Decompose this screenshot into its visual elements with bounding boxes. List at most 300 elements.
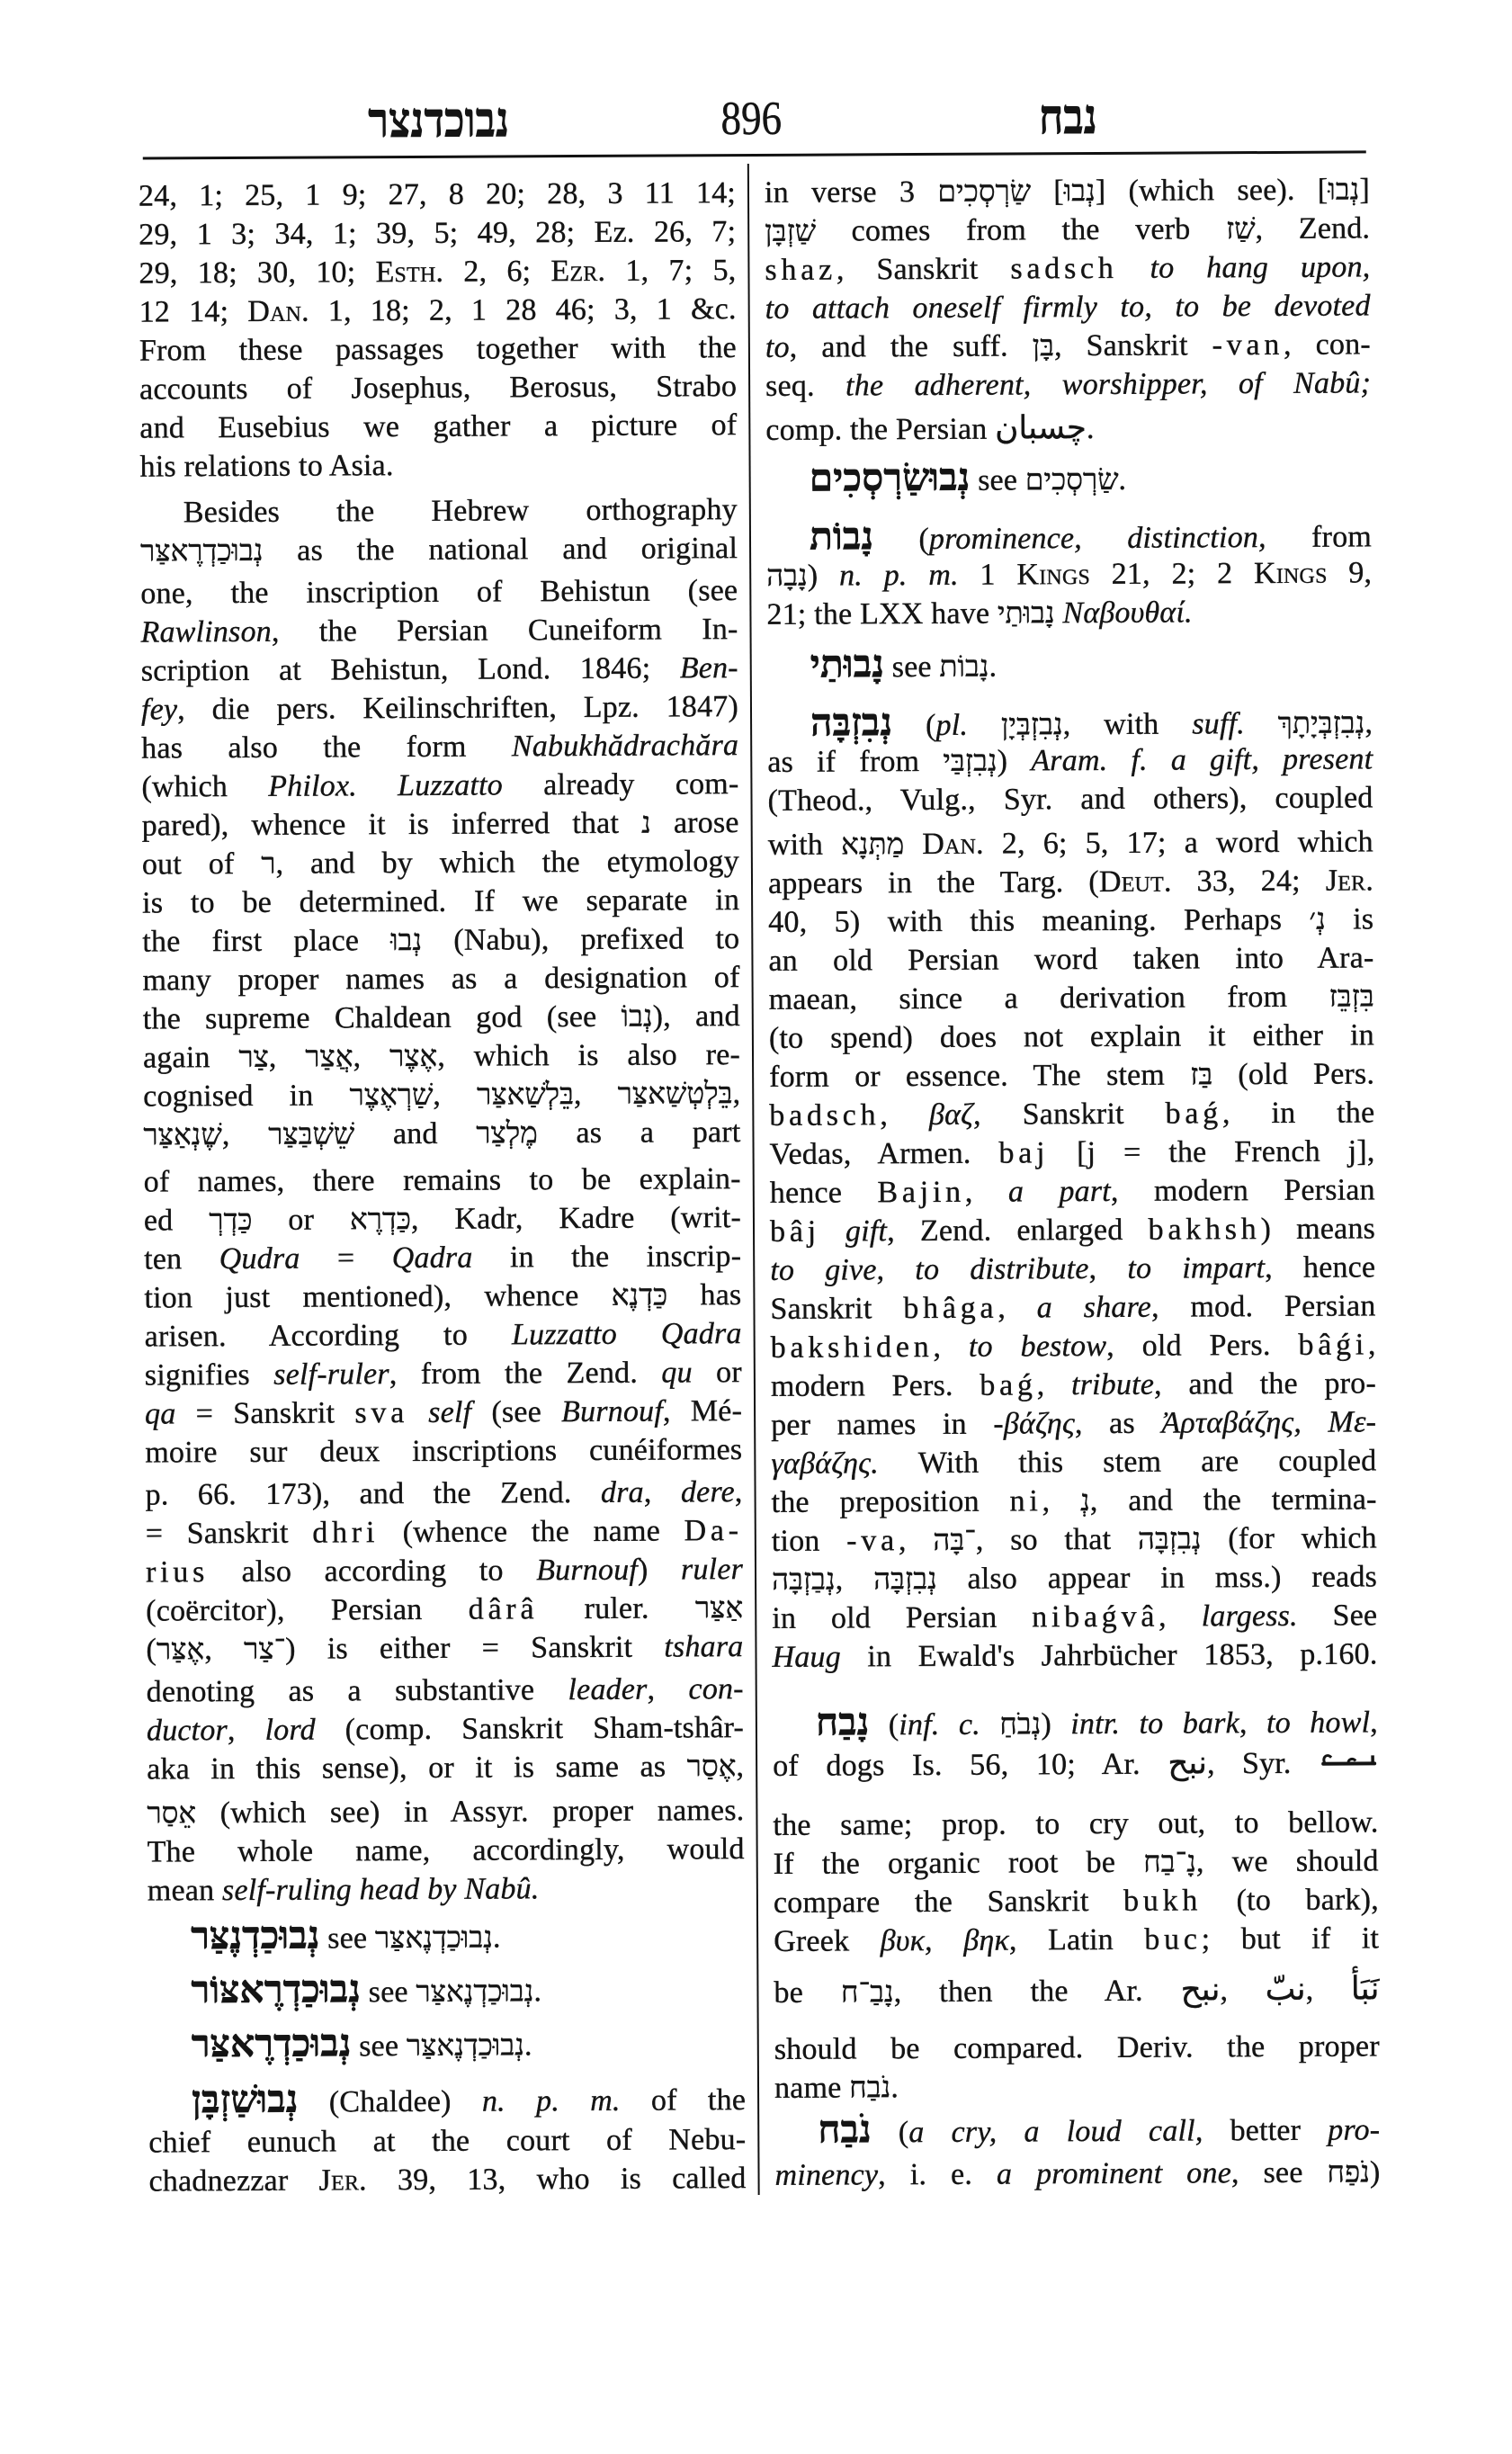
- italic-text: Rawlinson: [140, 614, 273, 649]
- text-run: aka in this sense), or it is same as: [147, 1750, 687, 1787]
- italic-text: self-ruling head by Nabû.: [221, 1872, 540, 1908]
- text-run: Besides the Hebrew orthography: [183, 493, 738, 530]
- italic-text: Burnouf: [561, 1394, 664, 1429]
- italic-text: tshara: [664, 1630, 744, 1664]
- text-run: , old Pers.: [1106, 1328, 1299, 1363]
- text-line: [142, 803, 739, 845]
- text-line: [771, 1402, 1376, 1445]
- text-run: also according to: [208, 1554, 537, 1590]
- small-caps-reference: Jer.: [318, 2163, 367, 2198]
- text-line: [774, 1969, 1379, 2011]
- text-run: ,: [1364, 706, 1373, 740]
- text-line: [141, 726, 738, 767]
- small-caps-reference: Jer.: [1325, 864, 1374, 898]
- text-run: see: [351, 2029, 407, 2064]
- text-run: , and the pro-: [1153, 1366, 1377, 1402]
- text-run: (whence the name: [379, 1514, 684, 1550]
- text-run: ; but if it: [1201, 1921, 1380, 1957]
- text-run: .: [523, 2029, 532, 2063]
- text-run: his relations to Asia.: [139, 449, 394, 484]
- text-run: p. 66. 173), and the Zend.: [145, 1475, 602, 1512]
- hebrew-word: ־צַר: [243, 1633, 286, 1666]
- hebrew-headword: נֹבַח: [818, 2109, 872, 2152]
- text-run: .: [989, 649, 998, 684]
- text-line: [144, 1198, 741, 1240]
- text-run: , and the termina-: [1089, 1482, 1377, 1518]
- hebrew-word: כַּדְרְ: [209, 1204, 253, 1238]
- text-line: [139, 290, 737, 331]
- italic-text: qa: [144, 1397, 176, 1431]
- text-run: , the Persian Cuneiform In-: [271, 613, 738, 649]
- text-run: , Sanskrit: [972, 1097, 1166, 1132]
- spaced-transliteration: bhâga: [903, 1291, 998, 1326]
- text-run: is to be determined. If we separate in: [142, 883, 740, 920]
- text-line: [145, 1473, 742, 1514]
- text-run: ,: [573, 1077, 618, 1112]
- text-run: , and by which the etymology: [275, 845, 739, 881]
- text-line: [765, 247, 1370, 290]
- italic-text: dere: [680, 1475, 735, 1509]
- text-line: [774, 2065, 1380, 2108]
- spaced-transliteration: -va: [846, 1524, 899, 1558]
- text-run: (which see) in Assyr. proper names.: [196, 1794, 745, 1831]
- text-run: .: [533, 1975, 542, 2009]
- text-line: [768, 900, 1373, 942]
- hebrew-word: נְבֹחַ: [999, 1708, 1042, 1742]
- column-divider: [747, 164, 760, 2195]
- text-run: See: [1297, 1599, 1378, 1633]
- hebrew-word: נָבָה: [766, 560, 808, 593]
- text-line: [770, 1248, 1375, 1290]
- spaced-transliteration: buc: [1144, 1922, 1202, 1957]
- text-run: , hence: [1265, 1250, 1376, 1285]
- text-line: [766, 553, 1372, 596]
- text-run: = Sanskrit: [145, 1516, 313, 1551]
- hebrew-word: נָבוּתַי: [997, 597, 1055, 631]
- italic-text: n. p. m.: [838, 558, 959, 593]
- text-run: ): [637, 1553, 682, 1587]
- text-run: [820, 1214, 845, 1248]
- text-run: form or essence. The stem: [769, 1058, 1191, 1094]
- text-run: (: [873, 522, 930, 557]
- text-line: [142, 958, 739, 999]
- text-run: the preposition: [771, 1484, 1010, 1519]
- text-run: of dogs Is. 56, 10; Ar.: [773, 1747, 1168, 1783]
- text-line: [767, 739, 1373, 782]
- text-line: [772, 1635, 1377, 1677]
- spaced-transliteration: Bajin: [877, 1175, 965, 1210]
- text-run: moire sur deux inscriptions cunéiformes: [145, 1433, 743, 1470]
- arabic-word: نَبَأ: [1350, 1970, 1380, 2008]
- text-line: [766, 592, 1372, 634]
- text-run: [: [1030, 175, 1064, 209]
- spaced-transliteration: sadsch: [1010, 251, 1118, 286]
- text-run: ,: [1042, 1484, 1081, 1518]
- text-run: chadnezzar: [148, 2163, 319, 2199]
- hebrew-word: שֵׁשְׁבַּצַּר: [268, 1118, 355, 1151]
- italic-text: a prominent one: [996, 2156, 1232, 2191]
- italic-text: Nabukhădrachăra: [511, 729, 739, 764]
- right-column: [765, 170, 1381, 2194]
- text-run: (see: [471, 1395, 562, 1429]
- text-run: has: [667, 1278, 742, 1312]
- italic-text: pro-: [1328, 2113, 1381, 2147]
- running-head-right-word: נבח: [1038, 89, 1098, 145]
- italic-text: n. p. m.: [481, 2083, 621, 2118]
- text-line: [772, 1480, 1377, 1522]
- hebrew-headword: נְבוּכַדְרֶאצּוֹר: [191, 1968, 362, 2012]
- text-line: [140, 529, 738, 570]
- hebrew-word: אֶצֶר: [389, 1040, 438, 1074]
- text-line: [147, 1670, 744, 1711]
- text-run: be: [774, 1975, 841, 2010]
- text-run: the supreme Chaldean god (see: [142, 999, 622, 1036]
- small-caps-reference: Esth.: [375, 255, 444, 290]
- italic-text: prominence, distinction,: [928, 521, 1266, 556]
- arabic-word: چسبان: [995, 409, 1087, 447]
- text-line: [147, 1747, 744, 1788]
- text-run: ,: [1220, 1974, 1266, 2008]
- text-line: [147, 1791, 744, 1832]
- spaced-transliteration: badsch: [769, 1098, 881, 1133]
- hebrew-word: נְבַזְבָּה: [771, 1563, 836, 1597]
- text-run: the first place: [142, 924, 391, 959]
- text-run: ): [1369, 2155, 1381, 2190]
- text-run: .: [890, 2071, 899, 2105]
- arabic-word: نبح: [1168, 1744, 1208, 1782]
- text-line: [143, 997, 740, 1038]
- hebrew-word: כַּדְרֶא: [349, 1204, 411, 1237]
- hebrew-word: בָּן: [1032, 330, 1055, 363]
- text-run: already com-: [502, 767, 739, 802]
- hebrew-word: שֶׁנְאַצַּר: [143, 1119, 222, 1152]
- text-line: [767, 778, 1373, 820]
- text-run: ,: [1088, 1251, 1128, 1286]
- text-line: [765, 325, 1371, 367]
- text-line: [773, 1803, 1378, 1845]
- text-run: in the inscrip-: [472, 1240, 742, 1275]
- text-line: [142, 881, 739, 922]
- text-run: (for which: [1201, 1521, 1377, 1556]
- hebrew-word: כַּדְנֶא: [611, 1279, 668, 1312]
- text-run: mean: [147, 1874, 223, 1908]
- text-run: , Zend.: [1255, 211, 1371, 246]
- italic-text: βυκ, βηκ: [880, 1923, 1010, 1958]
- text-line: [139, 174, 736, 215]
- text-run: ,: [835, 1563, 874, 1597]
- text-run: ,: [736, 1750, 745, 1784]
- small-caps-reference: Ezr.: [550, 254, 606, 289]
- text-run: With this stem are coupled: [878, 1444, 1377, 1481]
- hebrew-word: שַׁזְבָּן: [765, 215, 817, 248]
- text-run: , i. e.: [878, 2157, 998, 2192]
- arabic-word: نبّ: [1265, 1970, 1306, 2009]
- left-column: [139, 174, 747, 2200]
- entry-line: [766, 515, 1372, 557]
- text-run: and: [354, 1116, 477, 1151]
- italic-text: Luzzatto Qadra: [511, 1317, 742, 1352]
- text-run: accounts of Josephus, Berosus, Strabo: [139, 370, 738, 407]
- text-run: Sanskrit: [770, 1292, 904, 1326]
- text-run: ,: [734, 1475, 743, 1509]
- text-line: [144, 1237, 741, 1278]
- text-run: , then the Ar.: [893, 1974, 1181, 2010]
- text-run: 29, 1 3; 34, 1; 39, 5; 49, 28; Ez. 26, 7;: [139, 215, 737, 252]
- text-run: ,: [227, 1713, 265, 1748]
- italic-text: Haug: [772, 1640, 841, 1674]
- small-caps-reference: Dan.: [247, 294, 309, 328]
- italic-text: Burnouf: [536, 1553, 639, 1588]
- text-run: (: [871, 2116, 909, 2150]
- text-run: , Zend. enlarged: [887, 1213, 1149, 1249]
- text-run: is: [1325, 902, 1374, 936]
- italic-text: minency: [774, 2158, 879, 2192]
- italic-text: Ben-: [679, 651, 738, 685]
- italic-text: to impart: [1127, 1251, 1266, 1285]
- text-line: [143, 1113, 740, 1154]
- spaced-transliteration: bakhsh: [1148, 1213, 1261, 1247]
- text-run: , see: [1230, 2155, 1328, 2190]
- text-run: ,: [1239, 1706, 1267, 1741]
- text-line: [148, 2159, 746, 2200]
- text-run: 39, 13, who is called: [366, 2162, 747, 2198]
- text-line: [769, 1016, 1374, 1058]
- hebrew-word: צַר: [238, 1041, 269, 1075]
- text-run: per names in: [771, 1407, 994, 1442]
- italic-text: Aram. f. a gift, present: [1031, 742, 1373, 778]
- text-run: ed: [143, 1204, 210, 1238]
- text-run: , we should: [1195, 1844, 1379, 1879]
- small-caps-reference: Deut.: [1098, 864, 1172, 899]
- italic-text: to howl: [1266, 1706, 1371, 1741]
- text-run: , con-: [1283, 327, 1371, 362]
- text-run: see: [970, 463, 1025, 497]
- italic-text: intr. to bark: [1070, 1706, 1240, 1742]
- text-line: [148, 1830, 745, 1871]
- text-line: [142, 919, 739, 961]
- hebrew-word: שַׁז: [1225, 213, 1256, 246]
- hebrew-word: בִּזְבֵּז: [1329, 981, 1374, 1014]
- text-run: ,: [221, 1117, 269, 1152]
- text-run: 2, 6; 5, 17; a word which: [983, 825, 1373, 861]
- running-head-right: [1014, 89, 1122, 145]
- text-line: [148, 2120, 746, 2162]
- text-line: [765, 209, 1370, 251]
- hebrew-headword: נָבַח: [815, 1701, 870, 1744]
- text-run: ]: [1359, 173, 1371, 207]
- italic-text: a part: [1007, 1174, 1111, 1209]
- text-run: , as: [1074, 1406, 1162, 1441]
- text-run: ,: [898, 1523, 934, 1558]
- text-line: [769, 1132, 1374, 1174]
- text-run: [980, 1708, 1000, 1742]
- text-line: [765, 363, 1371, 406]
- text-line: [774, 1841, 1379, 1884]
- text-run: or: [692, 1356, 742, 1390]
- text-line: [770, 1286, 1375, 1329]
- entry-line: [148, 1914, 745, 1956]
- text-line: [141, 649, 738, 690]
- running-head-left-word: נבוכדנצר: [368, 93, 510, 148]
- text-run: from: [1266, 520, 1373, 555]
- italic-text: Qadra: [391, 1240, 473, 1276]
- text-line: [771, 1325, 1376, 1367]
- text-run: ,: [1159, 1599, 1202, 1634]
- hebrew-word: נְבִזְבָּה: [1137, 1523, 1202, 1556]
- text-run: ,: [353, 1040, 390, 1074]
- text-run: compare the Sanskrit: [773, 1884, 1124, 1920]
- hebrew-word: נְבוּכַדְרֶאצַּר: [139, 534, 264, 569]
- italic-text: fey: [140, 693, 178, 727]
- text-run: (Nabu), prefixed to: [422, 922, 740, 957]
- italic-text: qu: [661, 1356, 693, 1390]
- text-run: Vedas, Armen.: [769, 1136, 999, 1171]
- text-run: ,: [433, 1078, 478, 1112]
- hebrew-word: נְבוּכַדְנֶאצַּר: [406, 2029, 524, 2064]
- italic-text: self: [428, 1395, 472, 1429]
- running-head-left: [330, 94, 546, 146]
- text-run: [408, 1396, 428, 1429]
- text-run: 29, 18; 30, 10;: [139, 255, 376, 291]
- entry-line: [148, 1968, 745, 2010]
- text-run: again: [142, 1041, 239, 1075]
- text-run: , die pers. Keilinschriften, Lpz. 1847): [177, 690, 739, 727]
- italic-text: to attach oneself firmly to, to be devoted: [765, 289, 1371, 326]
- text-run: scription at Behistun, Lond. 1846;: [140, 651, 680, 688]
- text-run: with: [767, 828, 842, 862]
- text-run: as the national and original: [263, 532, 738, 568]
- small-caps-reference: Dan.: [922, 827, 984, 862]
- spaced-transliteration: rius: [145, 1555, 210, 1590]
- text-line: [765, 407, 1371, 449]
- text-run: ): [1041, 1707, 1071, 1742]
- text-run: ): [807, 559, 840, 593]
- text-run: (: [146, 1633, 157, 1667]
- hebrew-word: אֲצַר: [305, 1041, 353, 1074]
- hebrew-word: נָ־בַח: [1143, 1846, 1196, 1879]
- text-run: 21; the LXX have: [766, 596, 998, 631]
- text-run: (coërcitor), Persian: [146, 1592, 469, 1628]
- text-run: From these passages together with the: [139, 331, 737, 368]
- text-run: in old Persian: [772, 1600, 1033, 1635]
- text-run: (Chaldee): [298, 2084, 483, 2119]
- italic-text: gift: [845, 1214, 888, 1249]
- text-line: [768, 822, 1373, 864]
- text-run: [968, 709, 1001, 742]
- hebrew-word: בַּז: [1190, 1059, 1213, 1092]
- text-line: [769, 977, 1374, 1019]
- text-run: 40, 5) with this meaning. Perhaps: [768, 902, 1310, 939]
- text-line: [141, 687, 738, 729]
- italic-text: a share: [1036, 1290, 1152, 1325]
- text-run: also appear in mss.) reads: [936, 1560, 1378, 1596]
- italic-text: ruler: [680, 1553, 744, 1587]
- text-run: [904, 828, 922, 861]
- text-run: name: [774, 2071, 850, 2105]
- text-line: [774, 2027, 1380, 2069]
- text-line: [144, 1276, 741, 1317]
- text-run: ,: [732, 1077, 741, 1111]
- text-run: denoting as a substantive: [146, 1673, 568, 1709]
- italic-text: Philox. Luzzatto: [268, 768, 504, 803]
- text-run: ,: [880, 1097, 930, 1133]
- text-run: Greek: [774, 1924, 881, 1958]
- spaced-transliteration: ni: [1009, 1484, 1042, 1518]
- italic-text: to distribute: [915, 1252, 1089, 1287]
- text-run: [1118, 252, 1150, 285]
- spaced-transliteration: nibaǵvâ: [1032, 1599, 1159, 1635]
- small-caps-reference: Kings: [1016, 558, 1091, 592]
- hebrew-word: נְ׳: [1309, 903, 1326, 936]
- text-run: (to bark),: [1202, 1883, 1380, 1918]
- text-run: 33, 24;: [1171, 864, 1326, 899]
- text-line: [140, 490, 738, 532]
- text-line: [145, 1353, 742, 1394]
- text-line: [143, 1074, 740, 1115]
- hebrew-word: נְבוּכַדְנֶאצַּר: [374, 1921, 494, 1956]
- text-run: 2, 6;: [443, 255, 551, 289]
- text-run: ,: [964, 1175, 1009, 1209]
- hebrew-word: אֶסַר: [686, 1751, 737, 1784]
- text-run: (: [869, 1708, 899, 1742]
- italic-text: suff.: [1192, 707, 1245, 741]
- hebrew-word: נְבִזְבְּיָן: [1000, 709, 1063, 742]
- text-line: [142, 842, 739, 883]
- hebrew-word: אֵסַר: [147, 1797, 197, 1831]
- hebrew-word: בֵּלְטְשַׁאצַּר: [617, 1078, 733, 1111]
- text-run: ten: [144, 1242, 219, 1276]
- text-run: as if from: [767, 744, 944, 779]
- hebrew-word: אַצַּר: [694, 1592, 744, 1626]
- text-run: ,: [876, 1253, 916, 1287]
- text-run: one, the inscription of Behistun (see: [140, 574, 738, 611]
- text-run: , Sanskrit: [1053, 328, 1212, 363]
- text-run: 1: [958, 558, 1017, 592]
- spaced-transliteration: sva: [354, 1396, 409, 1430]
- text-run: [j = the French j],: [1049, 1134, 1375, 1170]
- text-run: ,: [647, 1672, 689, 1706]
- text-run: ,: [1370, 1706, 1378, 1740]
- italic-text: lord: [264, 1713, 316, 1747]
- text-run: .: [492, 1921, 501, 1955]
- header-rule: [143, 150, 1366, 159]
- italic-text: γαβάζης.: [771, 1446, 879, 1481]
- text-line: [139, 251, 736, 292]
- text-run: 21, 2; 2: [1089, 557, 1255, 592]
- text-line: [139, 406, 737, 447]
- text-line: [769, 1093, 1374, 1135]
- small-caps-reference: Kings: [1253, 556, 1328, 591]
- spaced-transliteration: baj: [998, 1136, 1050, 1170]
- text-run: ), and: [652, 999, 740, 1034]
- spaced-transliteration: bâǵi: [1298, 1328, 1369, 1362]
- text-run: or: [252, 1203, 351, 1237]
- hebrew-word: נְ: [1080, 1485, 1090, 1518]
- hebrew-word: נ: [641, 807, 651, 840]
- text-run: arose: [650, 806, 739, 840]
- text-line: [146, 1589, 743, 1630]
- italic-text: -βάζης: [993, 1407, 1076, 1441]
- text-line: [148, 1868, 745, 1910]
- text-run: .: [1086, 412, 1095, 446]
- text-line: [765, 170, 1370, 212]
- entry-line: [766, 456, 1372, 498]
- text-run: 12 14;: [139, 294, 248, 329]
- text-run: arisen. According to: [144, 1318, 513, 1354]
- text-run: in verse 3: [764, 175, 938, 210]
- text-run: an old Persian word taken into Ara-: [768, 941, 1374, 978]
- text-run: (which: [141, 769, 269, 804]
